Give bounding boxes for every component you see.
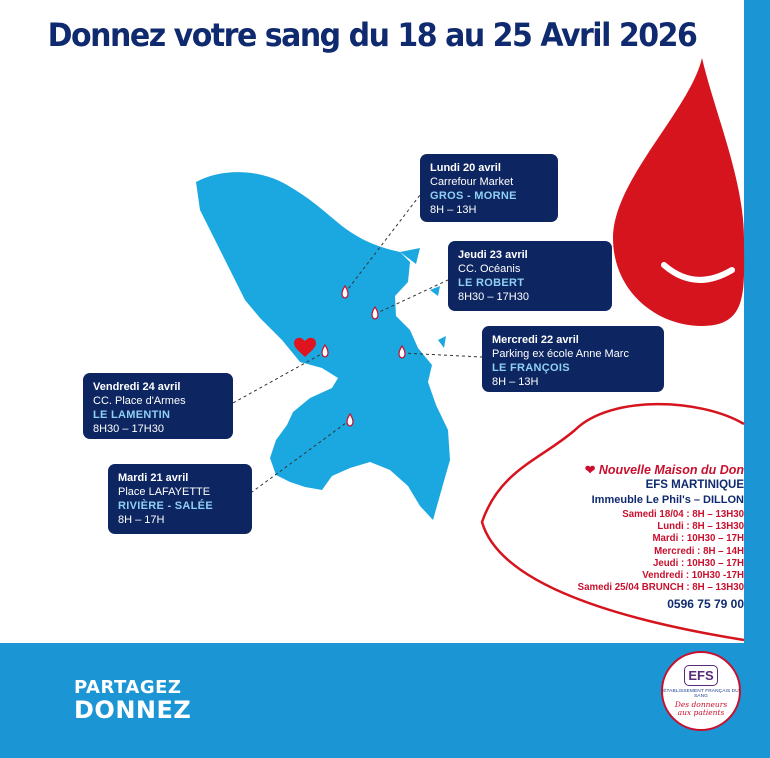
maison-address: Immeuble Le Phil's – DILLON [591, 494, 744, 506]
efs-logo-tagline [663, 701, 739, 717]
event-hours: 8H – 13H [430, 204, 477, 216]
event-card-gros-morne [420, 154, 558, 222]
maison-hours-list [540, 509, 744, 594]
hours-row: Mardi : 10H30 – 17H [652, 533, 744, 545]
event-day: Vendredi 24 avril [93, 381, 181, 393]
maison-phone: 0596 75 79 00 [667, 597, 744, 612]
event-hours: 8H – 17H [118, 514, 165, 526]
event-card-le-robert [448, 241, 612, 311]
event-place: Place LAFAYETTE [118, 486, 211, 498]
slogan-line-1: PARTAGEZ [74, 677, 182, 698]
efs-logo [661, 651, 741, 731]
efs-logo-acronym: EFS [684, 665, 718, 686]
event-place: Parking ex école Anne Marc [492, 348, 629, 360]
event-place: CC. Place d'Armes [93, 395, 186, 407]
efs-logo-tagline-1: Des donneurs [674, 700, 728, 709]
event-day: Lundi 20 avril [430, 162, 501, 174]
event-card-le-francois [482, 326, 664, 392]
maison-heading [540, 462, 744, 477]
event-place: CC. Océanis [458, 263, 521, 275]
event-town: RIVIÈRE - SALÉE [118, 500, 213, 512]
event-card-riviere-salee [108, 464, 252, 534]
hours-row: Jeudi : 10H30 – 17H [652, 557, 744, 569]
hours-row: Mercredi : 8H – 14H [654, 545, 744, 557]
hours-row: Samedi 25/04 BRUNCH : 8H – 13H30 [577, 582, 744, 594]
maison-heading-text: Nouvelle Maison du Don [598, 463, 744, 477]
blood-drop-icon [613, 58, 744, 326]
event-hours: 8H – 13H [492, 376, 539, 388]
event-day: Mercredi 22 avril [492, 334, 579, 346]
event-town: LE LAMENTIN [93, 409, 171, 421]
efs-logo-tagline-2: aux patients [677, 708, 725, 717]
maison-du-don-info [540, 462, 744, 611]
event-town: LE ROBERT [458, 277, 525, 289]
hours-row: Lundi : 8H – 13H30 [657, 521, 744, 533]
efs-logo-fullname: ÉTABLISSEMENT FRANÇAIS DU SANG [663, 689, 739, 699]
hours-row: Samedi 18/04 : 8H – 13H30 [622, 509, 744, 520]
event-card-le-lamentin [83, 373, 233, 439]
hours-row: Vendredi : 10H30 -17H [642, 570, 744, 582]
page-title: Donnez votre sang du 18 au 25 Avril 2026 [47, 16, 697, 55]
slogan-line-2: DONNEZ [74, 696, 192, 724]
event-place: Carrefour Market [430, 176, 514, 188]
heart-icon: ❤ [584, 463, 596, 477]
slogan [74, 677, 192, 724]
event-day: Mardi 21 avril [118, 472, 189, 484]
event-town: LE FRANÇOIS [492, 362, 570, 374]
event-town: GROS - MORNE [430, 190, 517, 202]
event-hours: 8H30 – 17H30 [458, 291, 529, 303]
event-day: Jeudi 23 avril [458, 249, 528, 261]
maison-name: EFS MARTINIQUE [645, 479, 744, 491]
event-hours: 8H30 – 17H30 [93, 423, 164, 435]
